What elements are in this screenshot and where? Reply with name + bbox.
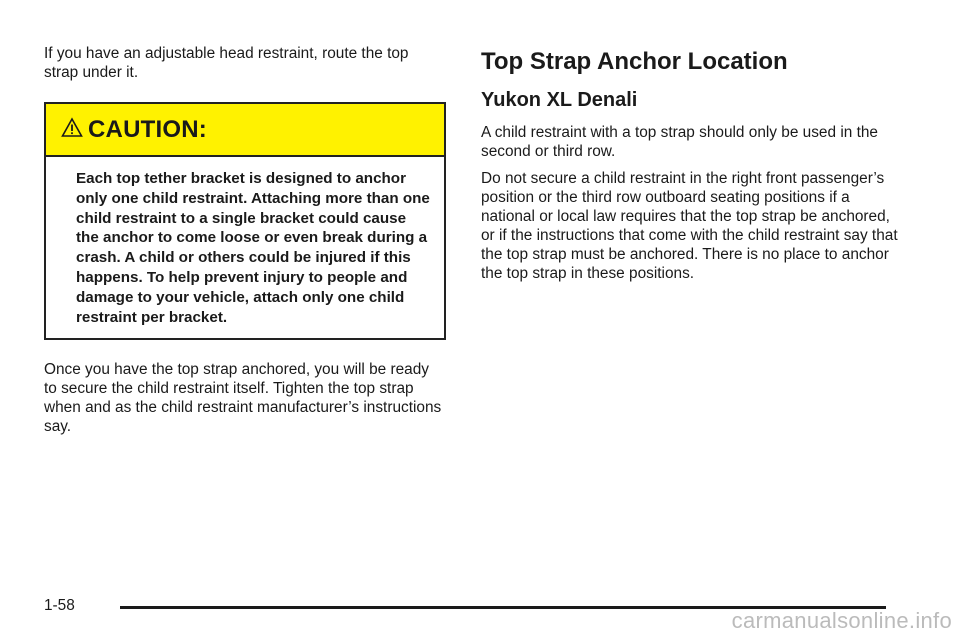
- caution-body: Each top tether bracket is designed to anchor only one child restraint. Attaching more than one child restraint to a single bracket could cause the anchor to come loose or even break during a crash. A child or others could be injured if this happens. To help prevent injury to people and damage to your vehicle, attach only one child restraint per bracket.: [76, 170, 430, 326]
- caution-title: CAUTION:: [88, 115, 207, 143]
- page-number: 1-58: [44, 597, 75, 614]
- warning-triangle-icon: [61, 117, 83, 139]
- left-column: [44, 44, 446, 436]
- section-title: Top Strap Anchor Location: [481, 48, 788, 75]
- intro-paragraph: If you have an adjustable head restraint, route the top strap under it.: [44, 45, 409, 81]
- caution-header: [46, 104, 444, 157]
- after-caution-paragraph: Once you have the top strap anchored, you will be ready to secure the child restraint itself. Tighten the top strap when and as the child restraint manufacturer’s instructions say.: [44, 361, 442, 436]
- right-column: [481, 44, 901, 283]
- watermark: carmanualsonline.info: [731, 608, 952, 633]
- right-paragraph-1: A child restraint with a top strap should only be used in the second or third row.: [481, 124, 878, 160]
- section-subtitle: Yukon XL Denali: [481, 89, 638, 111]
- right-paragraph-2: Do not secure a child restraint in the right front passenger’s position or the third row outboard seating positions if a national or local law requires that the top strap be anchored, or if the instructions that come with the child restraint say that the top strap must be anchored. There is no place to anchor the top strap in these positions.: [481, 170, 898, 282]
- caution-box: [44, 102, 446, 340]
